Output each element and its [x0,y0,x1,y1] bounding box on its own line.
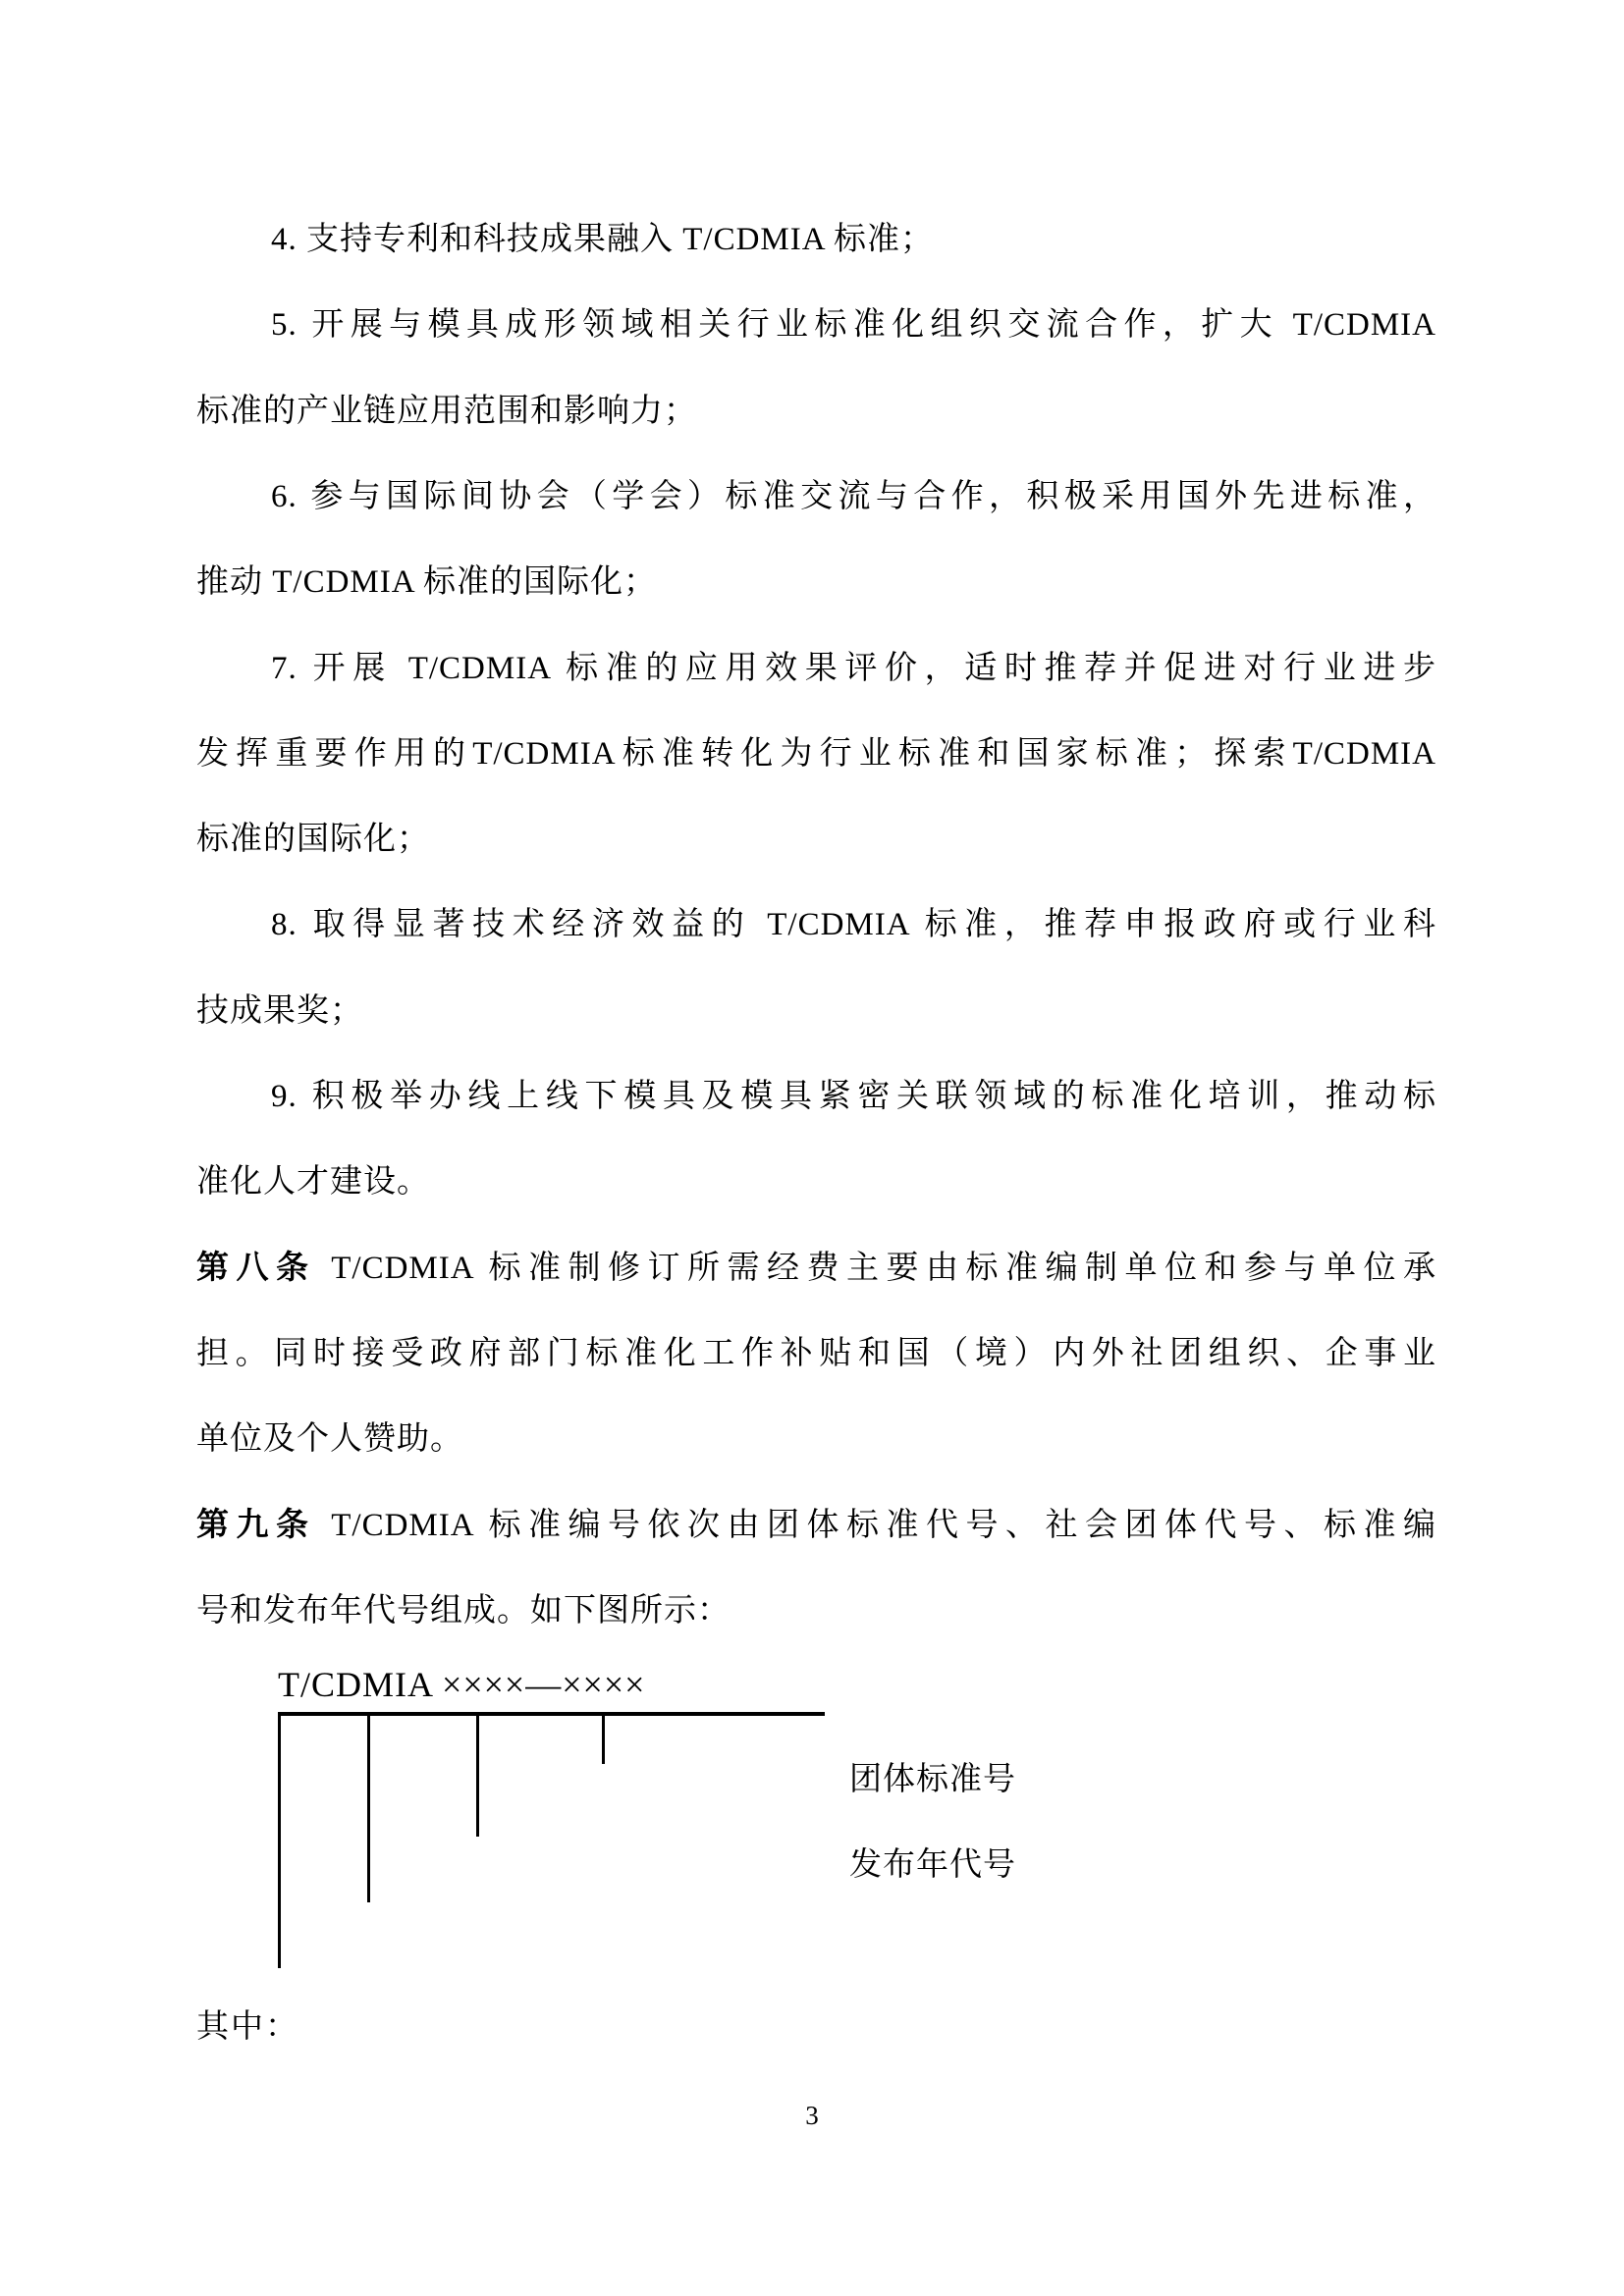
diagram-tick-line-2 [367,1714,370,1902]
diagram-tick-line-1 [278,1714,281,1968]
body-line-article8-3: 单位及个人赞助。 [196,1421,463,1457]
diagram-tick-line-3 [476,1714,479,1837]
body-line-item9-2: 准化人才建设。 [196,1164,430,1200]
diagram-horizontal-line [278,1712,825,1716]
body-line-article9-1 [196,1503,1436,1548]
body-line-item5-2: 标准的产业链应用范围和影响力； [196,394,697,429]
article8-heading: 第八条 [196,1251,316,1286]
body-line-item8-1: 8. 取得显著技术经济效益的 T/CDMIA 标准，推荐申报政府或行业科 [271,907,1436,942]
body-line-item4: 4. 支持专利和科技成果融入 T/CDMIA 标准； [271,222,935,257]
body-line-item6-1: 6. 参与国际间协会（学会）标准交流与合作，积极采用国外先进标准， [271,479,1436,514]
among-which-label: 其中： [196,2009,299,2045]
article9-text: T/CDMIA 标准编号依次由团体标准代号、社会团体代号、标准编 [315,1508,1436,1543]
body-line-article8-2: 担。同时接受政府部门标准化工作补贴和国（境）内外社团组织、企事业 [196,1336,1436,1371]
body-line-item9-1: 9. 积极举办线上线下模具及模具紧密关联领域的标准化培训，推动标 [271,1079,1436,1114]
body-line-item7-1: 7. 开展 T/CDMIA 标准的应用效果评价，适时推荐并促进对行业进步 [271,651,1436,686]
label-group-standard-number: 团体标准号 [849,1762,1016,1797]
body-line-item8-2: 技成果奖； [196,993,363,1029]
body-line-article8-1 [196,1246,1436,1291]
diagram-tick-line-4 [602,1714,605,1764]
article8-text: T/CDMIA 标准制修订所需经费主要由标准编制单位和参与单位承 [315,1251,1436,1286]
body-line-item7-2: 发挥重要作用的T/CDMIA标准转化为行业标准和国家标准；探索T/CDMIA [196,736,1436,772]
body-line-item7-3: 标准的国际化； [196,822,430,857]
label-publication-year-code: 发布年代号 [849,1847,1016,1883]
article9-heading: 第九条 [196,1508,316,1543]
body-line-item5-1: 5. 开展与模具成形领域相关行业标准化组织交流合作，扩大 T/CDMIA [271,307,1436,343]
body-line-article9-2: 号和发布年代号组成。如下图所示： [196,1593,731,1629]
standard-number-example: T/CDMIA ××××—×××× [278,1665,646,1704]
page-number: 3 [805,2101,819,2130]
body-line-item6-2: 推动 T/CDMIA 标准的国际化； [196,564,658,600]
